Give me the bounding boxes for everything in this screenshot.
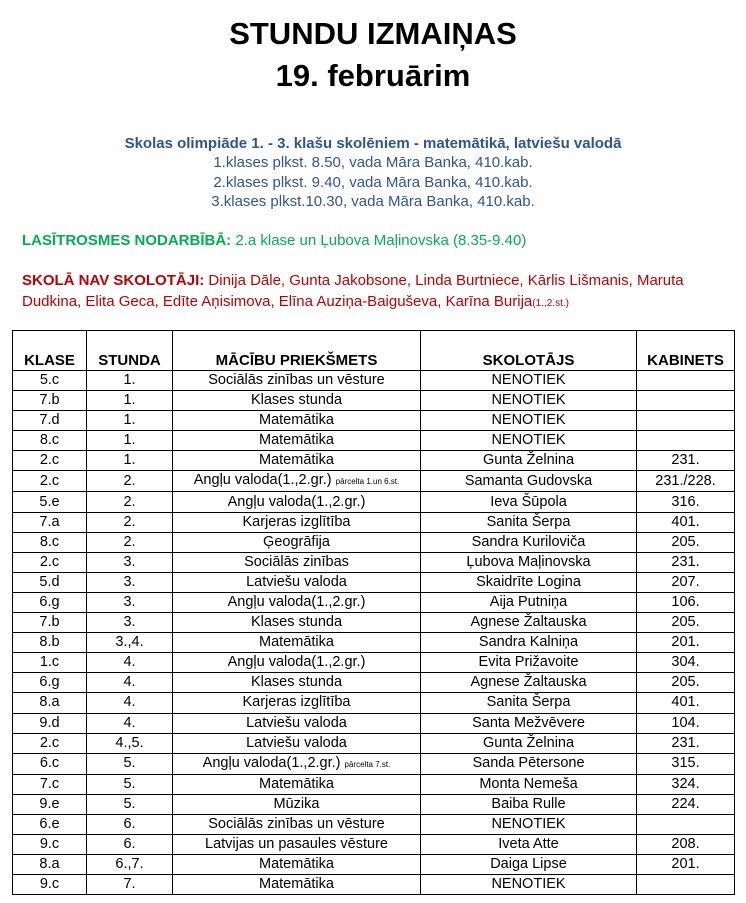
cell-room bbox=[637, 875, 735, 895]
cell-room: 201. bbox=[637, 633, 735, 653]
table-row bbox=[13, 532, 735, 552]
cell-klase: 5.e bbox=[13, 492, 87, 512]
cell-stunda: 6. bbox=[87, 814, 173, 834]
cell-subject bbox=[173, 633, 421, 653]
cell-stunda: 2. bbox=[87, 512, 173, 532]
subject-text: Latviešu valoda bbox=[246, 714, 347, 731]
subject-text: Klases stunda bbox=[250, 614, 343, 631]
subject-text: Matemātika bbox=[259, 412, 334, 429]
subject-text: Angļu valoda(1.,2.gr.) bbox=[227, 493, 366, 510]
cell-teacher: Agnese Žaltauska bbox=[421, 673, 637, 693]
subject-text: Karjeras izglītība bbox=[242, 513, 351, 530]
column-header-klase: KLASE bbox=[13, 331, 87, 371]
subject-text: Matemātika bbox=[259, 775, 334, 792]
cell-teacher: NENOTIEK bbox=[421, 431, 637, 451]
cell-stunda: 4. bbox=[87, 713, 173, 733]
cell-teacher: Monta Nemeša bbox=[421, 774, 637, 794]
reading-text: 2.a klase un Ļubova Maļinovska (8.35-9.40) bbox=[231, 232, 527, 249]
cell-room: 208. bbox=[637, 834, 735, 854]
cell-subject bbox=[173, 431, 421, 451]
cell-klase: 7.a bbox=[13, 512, 87, 532]
subject-note: pārcelta 7.st. bbox=[344, 759, 391, 769]
subject-text: Sociālās zinības un vēsture bbox=[208, 815, 385, 832]
table-row bbox=[13, 673, 735, 693]
olympiad-line: 3.klases plkst.10.30, vada Māra Banka, 410.kab. bbox=[211, 193, 535, 210]
cell-subject bbox=[173, 834, 421, 854]
cell-klase: 7.b bbox=[13, 391, 87, 411]
cell-room: 231. bbox=[637, 733, 735, 753]
cell-klase: 9.d bbox=[13, 713, 87, 733]
cell-subject bbox=[173, 673, 421, 693]
cell-room: 231. bbox=[637, 451, 735, 471]
cell-subject bbox=[173, 653, 421, 673]
cell-klase: 7.c bbox=[13, 774, 87, 794]
cell-room: 207. bbox=[637, 572, 735, 592]
subject-text: Klases stunda bbox=[250, 674, 343, 691]
subject-text: Latvijas un pasaules vēsture bbox=[205, 836, 388, 853]
table-row bbox=[13, 814, 735, 834]
cell-klase: 9.e bbox=[13, 794, 87, 814]
cell-room: 205. bbox=[637, 613, 735, 633]
cell-klase: 8.c bbox=[13, 431, 87, 451]
cell-teacher: NENOTIEK bbox=[421, 391, 637, 411]
table-row bbox=[13, 391, 735, 411]
cell-stunda: 1. bbox=[87, 431, 173, 451]
cell-room: 401. bbox=[637, 693, 735, 713]
cell-klase: 6.g bbox=[13, 673, 87, 693]
table-row bbox=[13, 371, 735, 391]
column-header-stunda: STUNDA bbox=[87, 331, 173, 371]
cell-klase: 5.c bbox=[13, 371, 87, 391]
cell-stunda: 4. bbox=[87, 673, 173, 693]
cell-klase: 2.c bbox=[13, 552, 87, 572]
cell-stunda: 2. bbox=[87, 471, 173, 492]
subject-text: Ģeogrāfija bbox=[263, 533, 330, 550]
cell-teacher: Santa Mežvēvere bbox=[421, 713, 637, 733]
cell-stunda: 5. bbox=[87, 794, 173, 814]
cell-subject bbox=[173, 774, 421, 794]
cell-room bbox=[637, 814, 735, 834]
subject-text: Angļu valoda(1.,2.gr.) bbox=[227, 654, 366, 671]
cell-stunda: 2. bbox=[87, 492, 173, 512]
olympiad-headline: Skolas olimpiāde 1. - 3. klašu skolēniem - matemātikā, latviešu valodā bbox=[124, 135, 622, 152]
cell-subject bbox=[173, 492, 421, 512]
cell-stunda: 3. bbox=[87, 552, 173, 572]
table-row bbox=[13, 713, 735, 733]
table-row bbox=[13, 855, 735, 875]
cell-room: 205. bbox=[637, 532, 735, 552]
cell-teacher: Sanita Šerpa bbox=[421, 512, 637, 532]
table-row bbox=[13, 733, 735, 753]
cell-subject bbox=[173, 512, 421, 532]
absent-names: Dinija Dāle, Gunta Jakobsone, Linda Burtniece, Kārlis Lišmanis, Maruta Dudkina, Elita Geca, Edīte Aņisimova, Elīna Auziņa-Baiguševa, Karīna Burija bbox=[22, 272, 684, 310]
cell-klase: 2.c bbox=[13, 451, 87, 471]
cell-room: 316. bbox=[637, 492, 735, 512]
subject-text: Angļu valoda(1.,2.gr.) bbox=[202, 754, 341, 771]
cell-klase: 8.a bbox=[13, 855, 87, 875]
table-header-row bbox=[13, 331, 735, 371]
cell-subject bbox=[173, 713, 421, 733]
cell-klase: 6.e bbox=[13, 814, 87, 834]
cell-stunda: 6. bbox=[87, 834, 173, 854]
absent-label: SKOLĀ NAV SKOLOTĀJI: bbox=[22, 272, 205, 289]
table-row bbox=[13, 613, 735, 633]
cell-room: 304. bbox=[637, 653, 735, 673]
cell-teacher: Aija Putniņa bbox=[421, 592, 637, 612]
cell-stunda: 3.,4. bbox=[87, 633, 173, 653]
cell-room: 231. bbox=[637, 552, 735, 572]
cell-stunda: 7. bbox=[87, 875, 173, 895]
cell-room: 106. bbox=[637, 592, 735, 612]
cell-stunda: 1. bbox=[87, 391, 173, 411]
olympiad-line: 1.klases plkst. 8.50, vada Māra Banka, 410.kab. bbox=[213, 154, 533, 171]
table-row bbox=[13, 552, 735, 572]
cell-stunda: 1. bbox=[87, 411, 173, 431]
cell-teacher: Gunta Želnina bbox=[421, 733, 637, 753]
column-header-subject: MĀCĪBU PRIEKŠMETS bbox=[173, 331, 421, 371]
cell-room: 324. bbox=[637, 774, 735, 794]
cell-teacher: Evita Prižavoite bbox=[421, 653, 637, 673]
absent-note: (1.,2.st.) bbox=[532, 298, 569, 309]
table-row bbox=[13, 411, 735, 431]
cell-teacher: Sandra Kalniņa bbox=[421, 633, 637, 653]
table-row bbox=[13, 753, 735, 774]
table-row bbox=[13, 592, 735, 612]
cell-room bbox=[637, 391, 735, 411]
cell-subject bbox=[173, 552, 421, 572]
table-row bbox=[13, 633, 735, 653]
cell-teacher: NENOTIEK bbox=[421, 875, 637, 895]
table-row bbox=[13, 794, 735, 814]
absent-teachers bbox=[22, 270, 737, 314]
subject-text: Matemātika bbox=[259, 876, 334, 893]
cell-subject bbox=[173, 733, 421, 753]
cell-subject bbox=[173, 371, 421, 391]
subject-text: Karjeras izglītība bbox=[242, 694, 351, 711]
subject-text: Klases stunda bbox=[250, 392, 343, 409]
subject-text: Matemātika bbox=[259, 634, 334, 651]
cell-teacher: NENOTIEK bbox=[421, 371, 637, 391]
cell-teacher: Daiga Lipse bbox=[421, 855, 637, 875]
cell-klase: 8.b bbox=[13, 633, 87, 653]
cell-stunda: 4. bbox=[87, 693, 173, 713]
cell-subject bbox=[173, 693, 421, 713]
cell-stunda: 5. bbox=[87, 774, 173, 794]
subject-text: Matemātika bbox=[259, 432, 334, 449]
subject-text: Matemātika bbox=[259, 856, 334, 873]
cell-subject bbox=[173, 613, 421, 633]
cell-subject bbox=[173, 855, 421, 875]
cell-stunda: 3. bbox=[87, 592, 173, 612]
cell-klase: 7.b bbox=[13, 613, 87, 633]
cell-room bbox=[637, 431, 735, 451]
cell-teacher: Baiba Rulle bbox=[421, 794, 637, 814]
reading-activity bbox=[22, 232, 526, 249]
subject-text: Latviešu valoda bbox=[246, 573, 347, 590]
cell-teacher: Ieva Šūpola bbox=[421, 492, 637, 512]
subject-text: Angļu valoda(1.,2.gr.) bbox=[227, 593, 366, 610]
cell-klase: 9.c bbox=[13, 875, 87, 895]
cell-teacher: Agnese Žaltauska bbox=[421, 613, 637, 633]
cell-teacher: NENOTIEK bbox=[421, 814, 637, 834]
table-row bbox=[13, 471, 735, 492]
cell-stunda: 3. bbox=[87, 572, 173, 592]
cell-room: 104. bbox=[637, 713, 735, 733]
cell-subject bbox=[173, 572, 421, 592]
table-row bbox=[13, 451, 735, 471]
table-row bbox=[13, 834, 735, 854]
table-row bbox=[13, 512, 735, 532]
cell-stunda: 1. bbox=[87, 371, 173, 391]
cell-teacher: Sandra Kuriloviča bbox=[421, 532, 637, 552]
table-row bbox=[13, 693, 735, 713]
cell-teacher: Iveta Atte bbox=[421, 834, 637, 854]
cell-stunda: 4. bbox=[87, 653, 173, 673]
cell-room: 201. bbox=[637, 855, 735, 875]
schedule-table bbox=[12, 330, 735, 895]
cell-subject bbox=[173, 411, 421, 431]
cell-klase: 6.g bbox=[13, 592, 87, 612]
table-row bbox=[13, 572, 735, 592]
olympiad-line: 2.klases plkst. 9.40, vada Māra Banka, 410.kab. bbox=[213, 174, 533, 191]
cell-subject bbox=[173, 794, 421, 814]
cell-subject bbox=[173, 391, 421, 411]
cell-klase: 1.c bbox=[13, 653, 87, 673]
cell-teacher: Gunta Želnina bbox=[421, 451, 637, 471]
cell-teacher: Sanda Pētersone bbox=[421, 753, 637, 774]
page-date: 19. februārim bbox=[275, 58, 471, 93]
table-row bbox=[13, 431, 735, 451]
subject-text: Latviešu valoda bbox=[246, 734, 347, 751]
cell-stunda: 5. bbox=[87, 753, 173, 774]
cell-subject bbox=[173, 471, 421, 492]
subject-text: Mūzika bbox=[273, 795, 320, 812]
cell-room bbox=[637, 371, 735, 391]
cell-room: 401. bbox=[637, 512, 735, 532]
subject-text: Sociālās zinības un vēsture bbox=[208, 372, 385, 389]
cell-stunda: 6.,7. bbox=[87, 855, 173, 875]
cell-subject bbox=[173, 451, 421, 471]
subject-text: Angļu valoda(1.,2.gr.) bbox=[193, 472, 332, 489]
cell-room: 315. bbox=[637, 753, 735, 774]
cell-klase: 5.d bbox=[13, 572, 87, 592]
cell-room: 224. bbox=[637, 794, 735, 814]
cell-klase: 9.c bbox=[13, 834, 87, 854]
cell-teacher: Sanita Šerpa bbox=[421, 693, 637, 713]
table-row bbox=[13, 492, 735, 512]
reading-label: LASĪTROSMES NODARBĪBĀ: bbox=[22, 232, 232, 249]
column-header-teacher: SKOLOTĀJS bbox=[421, 331, 637, 371]
subject-text: Sociālās zinības bbox=[244, 553, 349, 570]
cell-klase: 2.c bbox=[13, 733, 87, 753]
cell-klase: 8.c bbox=[13, 532, 87, 552]
subject-note: pārcelta 1.un 6.st. bbox=[335, 477, 400, 487]
cell-room bbox=[637, 411, 735, 431]
cell-stunda: 4.,5. bbox=[87, 733, 173, 753]
column-header-room: KABINETS bbox=[637, 331, 735, 371]
cell-stunda: 3. bbox=[87, 613, 173, 633]
cell-klase: 7.d bbox=[13, 411, 87, 431]
cell-stunda: 1. bbox=[87, 451, 173, 471]
cell-klase: 2.c bbox=[13, 471, 87, 492]
cell-room: 205. bbox=[637, 673, 735, 693]
cell-klase: 6.c bbox=[13, 753, 87, 774]
cell-subject bbox=[173, 814, 421, 834]
cell-teacher: Ļubova Maļinovska bbox=[421, 552, 637, 572]
cell-subject bbox=[173, 753, 421, 774]
table-row bbox=[13, 875, 735, 895]
cell-stunda: 2. bbox=[87, 532, 173, 552]
cell-teacher: Samanta Gudovska bbox=[421, 471, 637, 492]
cell-teacher: NENOTIEK bbox=[421, 411, 637, 431]
cell-klase: 8.a bbox=[13, 693, 87, 713]
page-title: STUNDU IZMAIŅAS bbox=[229, 16, 517, 51]
cell-subject bbox=[173, 532, 421, 552]
table-row bbox=[13, 774, 735, 794]
cell-room: 231./228. bbox=[637, 471, 735, 492]
subject-text: Matemātika bbox=[259, 452, 334, 469]
table-row bbox=[13, 653, 735, 673]
cell-teacher: Skaidrīte Logina bbox=[421, 572, 637, 592]
cell-subject bbox=[173, 592, 421, 612]
cell-subject bbox=[173, 875, 421, 895]
